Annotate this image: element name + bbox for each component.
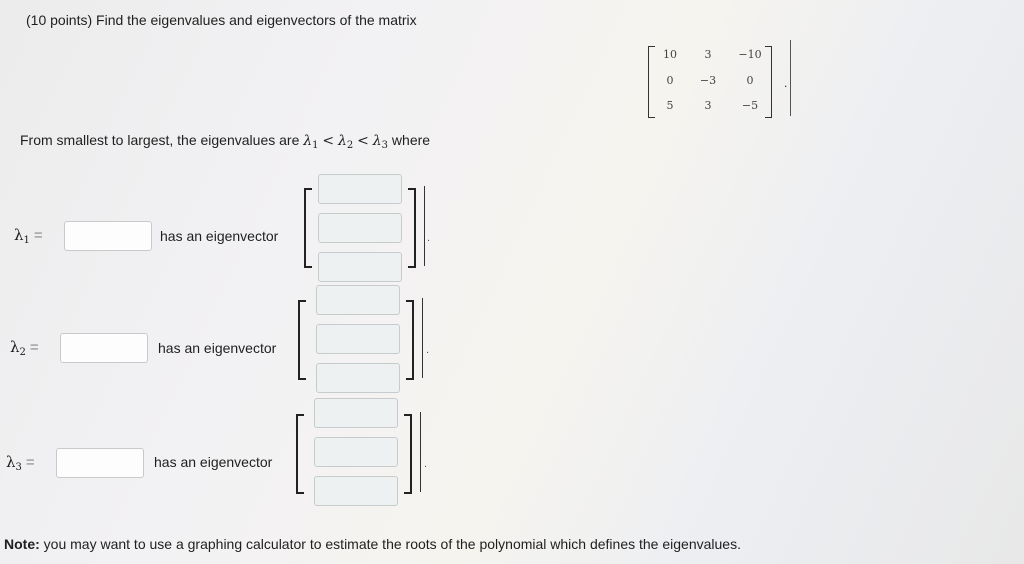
- lambda-symbol: λ: [6, 453, 16, 471]
- equals-sign: =: [29, 339, 39, 356]
- eigenvector-1-component-2[interactable]: [318, 213, 402, 243]
- vector-left-bracket: [296, 414, 304, 494]
- matrix-cell: 10: [663, 48, 677, 61]
- note: [4, 536, 741, 552]
- subscript: 2: [346, 140, 354, 151]
- matrix-cell: 5: [666, 99, 674, 112]
- note-label: Note:: [4, 536, 40, 552]
- lambda-3-label: [6, 453, 35, 473]
- matrix-cell: −5: [741, 99, 759, 112]
- eigenvector-3-component-1[interactable]: [314, 398, 398, 428]
- lambda-symbol: λ: [14, 226, 24, 244]
- lambda-symbol: λ: [10, 338, 20, 356]
- vector-outer-bar: [420, 412, 421, 492]
- subscript: 1: [23, 235, 30, 246]
- matrix-cell: 0: [666, 74, 674, 87]
- eigenvector-3-component-3[interactable]: [314, 476, 398, 506]
- given-matrix: [648, 46, 772, 118]
- eigenvector-label: has an eigenvector: [158, 340, 277, 356]
- vector-outer-bar: [422, 298, 423, 378]
- lambda-2-input[interactable]: [60, 333, 148, 363]
- vector-right-bracket: [408, 188, 416, 268]
- vector-right-bracket: [404, 414, 412, 494]
- where-text: where: [391, 132, 431, 148]
- eigenvector-3-component-2[interactable]: [314, 437, 398, 467]
- eigenvector-label: has an eigenvector: [160, 228, 279, 244]
- lambda-symbol: λ: [303, 133, 313, 149]
- vector-left-bracket: [304, 188, 312, 268]
- vector-outer-bar: [424, 186, 425, 266]
- lambda-3-input[interactable]: [56, 448, 144, 478]
- lambda-2-label: [10, 338, 39, 358]
- eigenvector-2-component-1[interactable]: [316, 285, 400, 315]
- matrix-cell: −10: [738, 48, 762, 61]
- note-text: you may want to use a graphing calculator to estimate the roots of the polynomial which defines the eigenvalues.: [39, 536, 741, 552]
- matrix-right-bracket: [765, 46, 772, 118]
- intro-text: From smallest to largest, the eigenvalues are: [20, 132, 300, 148]
- equals-sign: =: [25, 454, 35, 471]
- equals-sign: =: [33, 227, 43, 244]
- matrix-cell: 3: [704, 48, 712, 61]
- vector-left-bracket: [298, 300, 306, 380]
- eigenvector-label: has an eigenvector: [154, 454, 273, 470]
- eigenvector-2-component-2[interactable]: [316, 324, 400, 354]
- lambda-symbol: λ: [372, 133, 382, 149]
- eigenvector-1-component-1[interactable]: [318, 174, 402, 204]
- matrix-period: .: [784, 76, 788, 90]
- subscript: 1: [312, 140, 319, 151]
- less-than: <: [322, 133, 335, 149]
- matrix-cell: −3: [699, 74, 717, 87]
- subscript: 2: [19, 347, 26, 358]
- subscript: 3: [15, 462, 22, 473]
- eigenvector-2-component-3[interactable]: [316, 363, 400, 393]
- matrix-outer-bar: [790, 40, 791, 116]
- vector-right-bracket: [406, 300, 414, 380]
- matrix-cell: 0: [746, 74, 754, 87]
- lambda-symbol: λ: [338, 133, 347, 149]
- vector-period: .: [426, 344, 430, 356]
- lambda-1-label: [14, 226, 43, 246]
- vector-period: .: [427, 232, 431, 244]
- matrix-cell: 3: [704, 99, 712, 112]
- eigenvector-1-component-3[interactable]: [318, 252, 402, 282]
- problem-title: (10 points) Find the eigenvalues and eigenvectors of the matrix: [26, 12, 417, 28]
- lambda-1-input[interactable]: [64, 221, 152, 251]
- eigenvalue-order-text: [20, 132, 430, 151]
- vector-period: .: [424, 458, 428, 470]
- less-than: <: [357, 133, 369, 149]
- subscript: 3: [381, 140, 389, 151]
